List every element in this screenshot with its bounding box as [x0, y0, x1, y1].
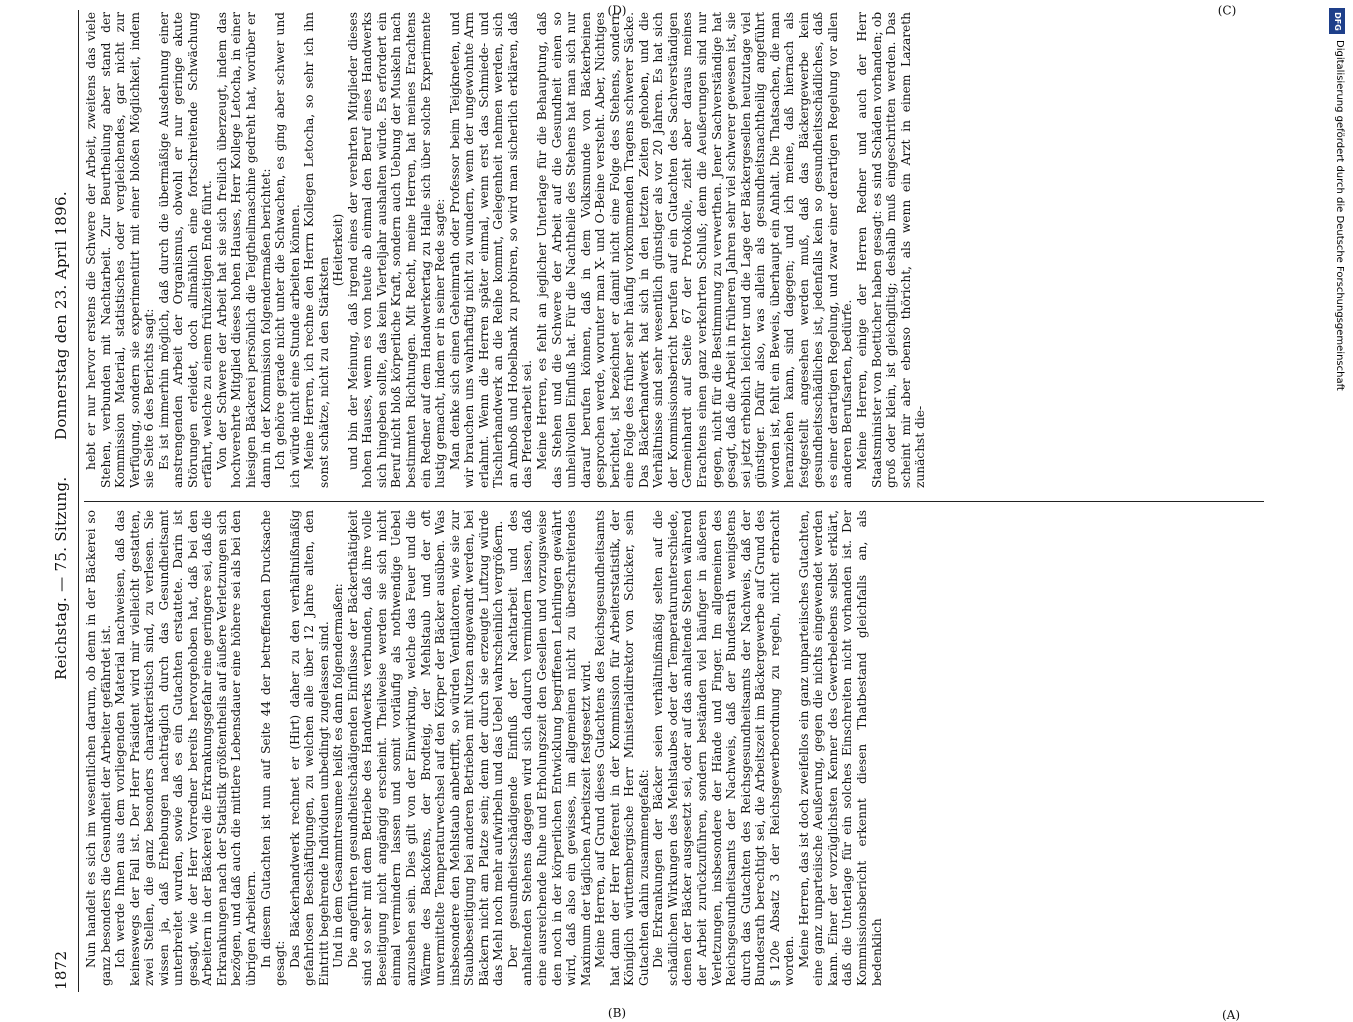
- left-column: [84, 510, 1264, 986]
- header-title-right: Donnerstag den 23. April 1896.: [52, 191, 70, 440]
- paragraph: Ich werde Ihnen aus dem vorliegenden Material nachweisen, daß das keineswegs der Fall ist. Der Herr Präsident wird mir vielleicht gestatten, zwei Stellen, die ganz besonders charakteristisch sind, zu verlesen. Sie wissen ja, daß Erhebungen nachträglich durch das Gesundheitsamt unterbreitet wurden, sowie daß es ein Gutachten erstattete. Darin ist gesagt, wie der Herr Vorredner bereits hervorgehoben hat, daß bei den Arbeitern in der Bäckerei die Erkrankungsgefahr eine geringere sei, daß die Erkrankungen nach der Statistik größtentheils auf äußere Verletzungen sich bezögen, und daß auch die mittlere Lebensdauer eine höhere sei als bei den übrigen Arbeitern.: [113, 510, 259, 986]
- right-column: [84, 12, 1264, 488]
- header-title-left: Reichstag. — 75. Sitzung.: [52, 476, 70, 680]
- paragraph: In diesem Gutachten ist nun auf Seite 44 der betreffenden Drucksache gesagt:: [258, 510, 288, 986]
- paragraph: Meine Herren, auf Grund dieses Gutachtens des Reichsgesundheitsamts hat dann der Herr Referent in der Kommission für Arbeiterstatistik, der Königlich württembergische Herr Ministerialdirektor von Schicker, sein Gutachten dahin zusammengefaßt:: [593, 510, 651, 986]
- attribution-strip: [1329, 8, 1345, 988]
- paragraph: Nun handelt es sich im wesentlichen darum, ob denn in der Bäckerei so ganz besonders die Gesundheit der Arbeiter gefährdet ist.: [84, 510, 113, 986]
- page-header: [52, 0, 76, 1000]
- margin-mark-d: (D): [607, 3, 627, 18]
- margin-mark-c: (C): [1217, 3, 1237, 18]
- paragraph: (Heiterkeit): [331, 213, 346, 287]
- paragraph: und bin der Meinung, daß irgend eines der verehrten Mitglieder dieses hohen Hauses, wenn es von heute ab einmal den Beruf eines Handwerks sich hingeben sollte, das kein Vierteljahr aushalten würde. Es erfordert ein Beruf nicht bloß körperliche Kraft, sondern auch Uebung der Muskeln nach bestimmten Richtungen. Mit Recht, meine Herren, hat meines Erachtens ein Redner auf dem Handwerkertag zu Halle sich über solche Experimente lustig gemacht, indem er in seiner Rede sagte:: [345, 12, 448, 488]
- paragraph: Man denke sich einen Geheimrath oder Professor beim Teigkneten, und wir brauchen uns wahrhaftig nicht zu wundern, wenn der ungewohnte Arm erlahmt. Wenn die Herren später einmal, wenn erst das Schmiede- und Tischlerhandwerk an die Reihe kommt, Gelegenheit nehmen werden, sich an Amboß und Hobelbank zu probiren, so wird man sicherlich erklären, daß das Pferdearbeit sei.: [447, 12, 535, 488]
- paragraph: Ich gehöre gerade nicht unter die Schwachen, es ging aber schwer und ich würde nicht eine Stunde arbeiten können.: [273, 12, 302, 488]
- paragraph: Meine Herren, es fehlt an jeglicher Unterlage für die Behauptung, daß das Stehen und die Schwere der Arbeit auf die Gesundheit einen so unheilvollen Einfluß hat. Für die Nachtheile des Stehens hat man sich nur darauf berufen können, daß in dem Volksmunde von Bäckerbeinen gesprochen werde, worunter man X- und O-Beine versteht. Aber, Nichtiges berichtet, ist bezeichnet er damit nicht eine Folge des Stehens, sondern eine Folge des früher sehr häufig vorkommenden Tragens schwerer Säcke. Das Bäckerhandwerk hat sich in den letzten Zeiten gehoben, und die Verhältnisse sind sehr wesentlich günstiger als vor 20 Jahren. Es hat sich der Kommissionsbericht berufen auf ein Gutachten des Sachverständigen Gemeinhardt auf Seite 67 der Protokolle, zieht aber daraus meines Erachtens einen ganz verkehrten Schluß; denn die Aeußerungen sind nur gegen, nicht für die Bestimmung zu verwerthen. Jener Sachverständige hat gesagt, daß die Arbeit in früheren Jahren sehr viel schwerer gewesen ist, sie sei jetzt erheblich leichter und die Lage der Bäckergesellen heutzutage viel günstiger. Dafür also, was allein als gesundheitsnachtheilig angeführt worden ist, fehlt ein Beweis, überhaupt ein Anhalt. Die Thatsachen, die man heranziehen kann, sind dagegen; und ich meine, daß hiernach als festgestellt angesehen werden muß, daß das Bäckergewerbe kein gesundheitsschädliches ist, jedenfalls kein so gesundheitsschädliches, daß es einer derartigen Regelung, und zwar einer derartigen Regelung vor allen anderen Berufsarten, bedürfe.: [534, 12, 855, 488]
- dfg-logo-text: DFG: [1332, 11, 1342, 31]
- paragraph: hebt er nur hervor erstens die Schwere der Arbeit, zweitens das viele Stehen, verbunden mit Nachtarbeit. Zur Beurtheilung aber stand der Kommission Material, statistisches oder vergleichendes, gar nicht zur Verfügung, sondern sie experimentirt mit einer bloßen Möglichkeit, indem sie Seite 6 des Berichts sagt:: [84, 12, 157, 488]
- paragraph: Meine Herren, ich rechne den Herrn Kollegen Letocha, so sehr ich ihn sonst schätze, nicht zu den Stärksten: [302, 12, 331, 488]
- attribution-text: Digitalisierung gefördert durch die Deutsche Forschungsgemeinschaft: [1334, 40, 1345, 391]
- page-number: 1872: [52, 950, 70, 990]
- paragraph: Meine Herren, einige der Herren Redner und auch der Herr Staatsminister von Boetticher haben gesagt: es sind Schäden vorhanden; ob groß oder klein, ist gleichgiltig; deshalb muß eingeschritten werden. Das scheint mir aber ebenso thöricht, als wenn ein Arzt in einem Lazareth zunächst die-: [854, 12, 928, 488]
- paragraph: Meine Herren, das ist doch zweifellos ein ganz unparteiisches Gutachten, eine ganz unparteiische Aeußerung, gegen die nichts eingewendet werden kann. Einer der vorzüglichsten Kenner des Gewerbelebens selbst erklärt, daß die Unterlage für ein solches Einschreiten nicht vorhanden ist. Der Kommissionsbericht erkennt diesen Thatbestand gleichfalls an, als bedenklich: [796, 510, 884, 986]
- column-divider: [84, 501, 1264, 502]
- paragraph: Die Erkrankungen der Bäcker seien verhältnißmäßig selten auf die schädlichen Wirkungen des Mehlstaubes oder der Temperaturunterschiede, denen der Bäcker ausgesetzt sei, oder auf das anhaltende Stehen während der Arbeit zurückzuführen, sondern beständen viel häufiger in äußeren Verletzungen, insbesondere der Hände und Finger. Im allgemeinen des Reichsgesundheitsamts der Nachweis, daß der Bundesrath wenigstens durch das Gutachten des Reichsgesundheitsamts der Nachweis, daß der Bundesrath berechtigt sei, die Arbeitszeit im Bäckergewerbe auf Grund des § 120e Absatz 3 der Reichsgewerbeordnung zu regeln, nicht erbracht worden.: [651, 510, 797, 986]
- paragraph: Das Bäckerhandwerk rechnet er (Hirt) daher zu den verhältnißmäßig gefahrlosen Beschäftigungen, zu welchen alle über 12 Jahre alten, den Eintritt begehrende Individuen unbedingt zugelassen sind.: [287, 510, 331, 986]
- dfg-logo: [1329, 8, 1345, 34]
- paragraph: Der gesundheitsschädigende Einfluß der Nachtarbeit und des anhaltenden Stehens dagegen wird sich dadurch vermindern lassen, daß eine ausreichende Ruhe und Erholungszeit den Gesellen und vorzugsweise den noch in der körperlichen Entwicklung begriffenen Lehrlingen gewährt wird, daß also ein gewisses, im allgemeinen nicht zu überschreitendes Maximum der täglichen Arbeitszeit festgesetzt wird.: [505, 510, 593, 986]
- paragraph: Die angeführten gesundheitschädigenden Einflüsse der Bäckerthätigkeit sind so sehr mit dem Betriebe des Handwerks verbunden, daß ihre volle Beseitigung nicht angängig erscheint. Theilweise werden sie sich nicht einmal vermindern lassen und somit vorläufig als nothwendige Uebel anzusehen sein. Dies gilt von der Einwirkung, welche das Feuer und die Wärme des Backofens, der Brodteig, der Mehlstaub und der oft unvermittelte Temperaturwechsel auf den Körper der Bäcker ausüben. Was insbesondere den Mehlstaub anbetrifft, so würden Ventilatoren, wie sie zur Staubbeseitigung bei anderen Betrieben mit Nutzen angewandt werden, bei Bäckern nicht am Platze sein; denn der durch sie erzeugte Luftzug würde das Mehl noch mehr aufwirbeln und das Uebel wahrscheinlich vergrößern.: [345, 510, 506, 986]
- margin-mark-b: (B): [607, 1005, 627, 1020]
- header-rule: [78, 10, 79, 992]
- paragraph: Es ist immerhin möglich, daß durch die übermäßige Ausdehnung einer anstrengenden Arbeit der Organismus, obwohl er nur geringe akute Störungen erleidet, doch allmählich eine fortschreitende Schwächung erfährt, welche zu einem frühzeitigen Ende führt.: [156, 12, 215, 488]
- paragraph: Von der Schwere der Arbeit hat sie sich freilich überzeugt, indem das hochverehrte Mitglied dieses hohen Hauses, Herr Kollege Letocha, in einer hiesigen Bäckerei persönlich die Teigtheilmaschine gedreht hat, worüber er dann in der Kommission folgendermaßen berichtet:: [214, 12, 273, 488]
- paragraph: Und in dem Gesammtresumee heißt es dann folgendermaßen:: [331, 583, 346, 968]
- margin-mark-a: (A): [1221, 1007, 1241, 1022]
